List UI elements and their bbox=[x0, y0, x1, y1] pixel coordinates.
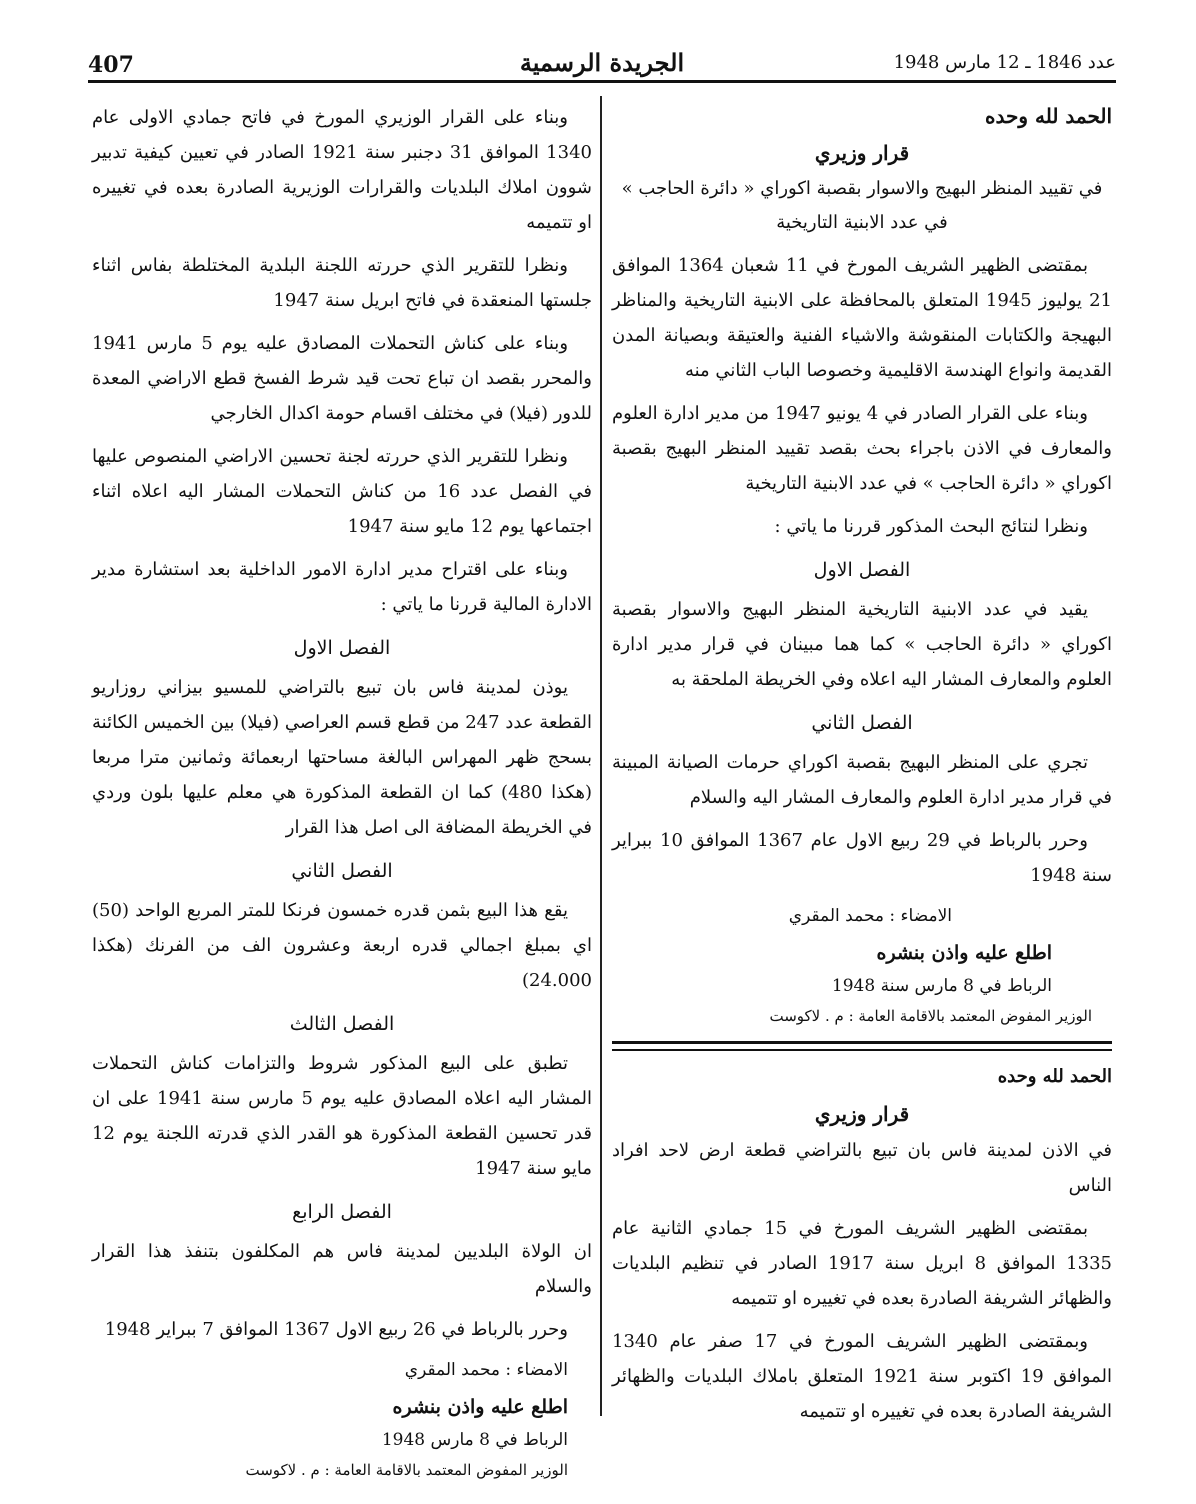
approval-date: الرباط في 8 مارس 1948 bbox=[381, 1430, 568, 1450]
minister-signature: الوزير المفوض المعتمد بالاقامة العامة : م . لاكوست bbox=[245, 1461, 568, 1479]
preamble-paragraph: وبمقتضى الظهير الشريف المورخ في 17 صفر عام 1340 الموافق 19 اكتوبر سنة 1921 المتعلق باملاك البلديات والظهائر الشريفة الصادرة بعده في تغييره او تتميمه bbox=[612, 1331, 1113, 1422]
basmala: الحمد لله وحده bbox=[997, 1066, 1112, 1087]
minister-signature: الوزير المفوض المعتمد بالاقامة العامة : م . لاكوست bbox=[769, 1007, 1092, 1025]
preamble-paragraph: ونظرا للتقرير الذي حررته اللجنة البلدية المختلطة بفاس اثناء جلستها المنعقدة في فاتح ابريل سنة 1947 bbox=[92, 255, 592, 311]
column-divider bbox=[600, 96, 602, 1416]
approval-date: الرباط في 8 مارس سنة 1948 bbox=[831, 976, 1052, 996]
section-title: الفصل الاول bbox=[293, 637, 391, 659]
page-header bbox=[88, 48, 1116, 83]
preamble-paragraph: وبناء على القرار الوزيري المورخ في فاتح جمادي الاولى عام 1340 الموافق 31 دجنبر سنة 1921 الصادر في تعيين كيفية تدبير شوون املاك البلديات والقرارات الوزيرية الصادرة بعده في تغييره او تتميمه bbox=[92, 107, 592, 233]
journal-title: الجريدة الرسمية bbox=[519, 48, 685, 77]
preamble-paragraph: ونظرا لنتائج البحث المذكور قررنا ما ياتي : bbox=[774, 516, 1088, 537]
approval: اطلع عليه واذن بنشره bbox=[392, 1396, 568, 1418]
left-column bbox=[92, 100, 593, 1479]
section-title: الفصل الثاني bbox=[291, 860, 393, 882]
section-text: يقع هذا البيع بثمن قدره خمسون فرنكا للمتر المربع الواحد (50) اي بمبلغ اجمالي قدره اربعة وعشرون الف من الفرنك (هكذا 24.000) bbox=[92, 900, 592, 991]
signature: الامضاء : محمد المقري bbox=[788, 906, 952, 926]
done-at: وحرر بالرباط في 26 ربيع الاول 1367 الموافق 7 ببراير 1948 bbox=[104, 1319, 568, 1340]
decree-1 bbox=[612, 100, 1112, 1029]
issue-date: عدد 1846 ـ 12 مارس 1948 bbox=[893, 52, 1116, 73]
section-text: تطبق على البيع المذكور شروط والتزامات كناش التحملات المشار اليه اعلاه المصادق عليه يوم 5 مارس سنة 1941 على ان قدر تحسين القطعة المذكورة هو القدر الذي قدرته اللجنة يوم 12 مايو سنة 1947 bbox=[92, 1053, 593, 1179]
section-text: ان الولاة البلديين لمدينة فاس هم المكلفون بتنفذ هذا القرار والسلام bbox=[92, 1241, 592, 1297]
approval: اطلع عليه واذن بنشره bbox=[876, 942, 1052, 964]
right-column bbox=[612, 100, 1112, 1420]
page-number: 407 bbox=[88, 52, 134, 78]
decree-separator bbox=[612, 1041, 1112, 1051]
section-text: يقيد في عدد الابنية التاريخية المنظر البهيج والاسوار بقصبة اكوراي « دائرة الحاجب » كما هما مبينان في قرار مدير ادارة العلوم والمعارف المشار اليه اعلاه وفي الخريطة الملحقة به bbox=[612, 599, 1112, 690]
decree-subject: في الاذن لمدينة فاس بان تبيع بالتراضي قطعة ارض لاحد افراد الناس bbox=[612, 1140, 1112, 1196]
done-at: وحرر بالرباط في 29 ربيع الاول عام 1367 الموافق 10 ببراير سنة 1948 bbox=[612, 830, 1112, 886]
section-title: الفصل الثالث bbox=[289, 1013, 395, 1035]
section-title: الفصل الرابع bbox=[292, 1201, 392, 1223]
section-text: تجري على المنظر البهيج بقصبة اكوراي حرمات الصيانة المبينة في قرار مدير ادارة العلوم والمعارف المشار اليه والسلام bbox=[612, 752, 1112, 808]
preamble-paragraph: وبناء على كناش التحملات المصادق عليه يوم 5 مارس 1941 والمحرر بقصد ان تباع تحت قيد شرط الفسخ قطع الاراضي المعدة للدور (فيلا) في مختلف اقسام حومة اكدال الخارجي bbox=[92, 333, 592, 424]
decree-2 bbox=[612, 1061, 1112, 1429]
preamble-paragraph: ونظرا للتقرير الذي حررته لجنة تحسين الاراضي المنصوص عليها في الفصل عدد 16 من كناش التحملات المشار اليه اعلاه اثناء اجتماعها يوم 12 مايو سنة 1947 bbox=[92, 446, 593, 537]
preamble-paragraph: وبناء على اقتراح مدير ادارة الامور الداخلية بعد استشارة مدير الادارة المالية قررنا ما ياتي : bbox=[92, 559, 592, 615]
basmala: الحمد لله وحده bbox=[985, 104, 1112, 128]
decree-subject: في تقييد المنظر البهيج والاسوار بقصبة اكوراي « دائرة الحاجب » في عدد الابنية التاريخية bbox=[621, 178, 1103, 233]
signature: الامضاء : محمد المقري bbox=[404, 1360, 568, 1380]
preamble-paragraph: بمقتضى الظهير الشريف المورخ في 11 شعبان 1364 الموافق 21 يوليوز 1945 المتعلق بالمحافظة على الابنية التاريخية والمناظر البهيجة والكتابات المنقوشة والاشياء الفنية والعتيقة وبصيانة المدن القديمة وانواع الهندسة الاقليمية وخصوصا الباب الثاني منه bbox=[612, 255, 1112, 381]
section-text: يوذن لمدينة فاس بان تبيع بالتراضي للمسيو بيزاني روزاريو القطعة عدد 247 من قطع قسم العراصي (فيلا) بين الخميس الكائنة بسحج ظهر المهراس البالغة مساحتها اربعمائة وثمانين مترا مربعا (هكذا 480) كما ان القطعة المذكورة هي معلم عليها بلون وردي في الخريطة المضافة الى اصل هذا القرار bbox=[92, 677, 592, 838]
decree-title: قرار وزيري bbox=[814, 141, 910, 165]
decree-title: قرار وزيري bbox=[814, 1102, 910, 1126]
preamble-paragraph: وبناء على القرار الصادر في 4 يونيو 1947 من مدير ادارة العلوم والمعارف في الاذن باجراء بحث بقصد تقييد المنظر البهيج بقصبة اكوراي « دائرة الحاجب » في عدد الابنية التاريخية bbox=[612, 403, 1112, 494]
section-title: الفصل الثاني bbox=[811, 712, 913, 734]
section-title: الفصل الاول bbox=[813, 559, 911, 581]
preamble-paragraph: بمقتضى الظهير الشريف المورخ في 15 جمادي الثانية عام 1335 الموافق 8 ابريل سنة 1917 الصادر في تنظيم البلديات والظهائر الشريفة الصادرة بعده في تغييره او تتميمه bbox=[612, 1218, 1112, 1309]
